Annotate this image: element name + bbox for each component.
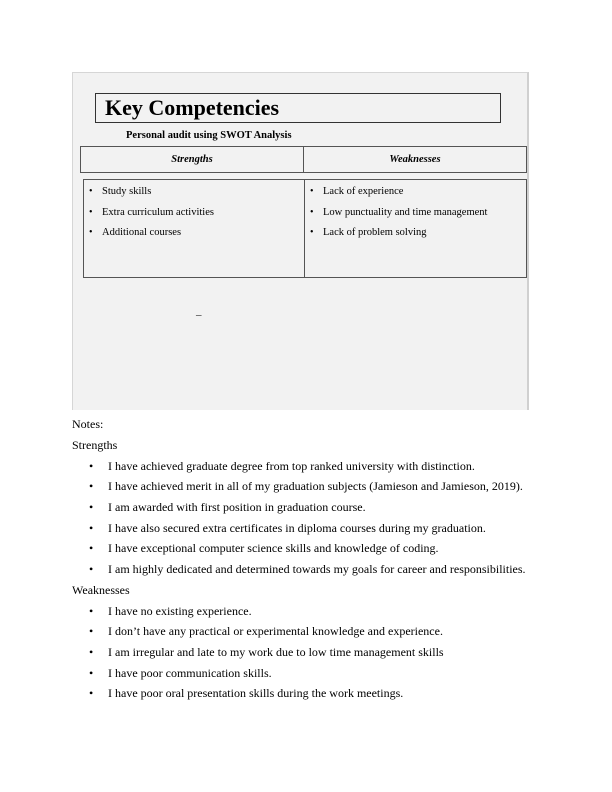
list-item [89, 521, 486, 535]
list-item [89, 604, 252, 618]
swot-body-table [83, 179, 527, 278]
weakness-item: • Low punctuality and time management [323, 206, 526, 219]
swot-header-row [80, 146, 527, 173]
list-item-text: I am highly dedicated and determined towards my goals for career and responsibilities. [108, 562, 526, 576]
list-item-text: I have exceptional computer science skills and knowledge of coding. [108, 541, 439, 555]
swot-slide-image [72, 72, 529, 410]
strength-item: • Study skills [102, 185, 304, 198]
notes-label: Notes: [72, 417, 104, 431]
weakness-item: • Lack of experience [323, 185, 526, 198]
bullet-icon: • [89, 521, 94, 535]
list-item-text: I have poor communication skills. [108, 666, 272, 680]
strength-item: • Additional courses [102, 226, 304, 239]
strengths-column [84, 180, 305, 277]
slide-title: Key Competencies [105, 95, 280, 120]
title-box [95, 93, 501, 123]
list-item-text: I have poor oral presentation skills during the work meetings. [108, 686, 404, 700]
list-item [89, 500, 366, 514]
list-item-text: I have achieved graduate degree from top ranked university with distinction. [108, 459, 475, 473]
bullet-icon: • [89, 624, 94, 638]
bullet-icon: • [89, 500, 94, 514]
list-item [89, 562, 526, 576]
list-item-text: I don’t have any practical or experimental knowledge and experience. [108, 624, 443, 638]
bullet-icon: • [89, 459, 94, 473]
strengths-header: Strengths [81, 147, 304, 172]
weaknesses-heading: Weaknesses [72, 583, 130, 597]
bullet-icon: • [89, 666, 94, 680]
list-item-text: I have achieved merit in all of my graduation subjects (Jamieson and Jamieson, 2019). [108, 479, 523, 493]
list-item [89, 666, 272, 680]
bullet-icon: • [89, 479, 94, 493]
list-item-text: I have no existing experience. [108, 604, 252, 618]
list-item [89, 541, 439, 555]
list-item-text: I am awarded with first position in graduation course. [108, 500, 366, 514]
bullet-icon: • [89, 686, 94, 700]
bullet-icon: • [89, 562, 94, 576]
list-item [89, 624, 443, 638]
list-item [89, 459, 475, 473]
strengths-heading: Strengths [72, 438, 118, 452]
stray-dash: – [196, 309, 202, 321]
list-item [89, 645, 444, 659]
strength-item: • Extra curriculum activities [102, 206, 304, 219]
bullet-icon: • [89, 645, 94, 659]
weaknesses-column [305, 180, 526, 277]
list-item [89, 479, 523, 493]
weaknesses-header: Weaknesses [389, 154, 441, 165]
list-item-text: I am irregular and late to my work due to low time management skills [108, 645, 444, 659]
list-item-text: I have also secured extra certificates in diploma courses during my graduation. [108, 521, 486, 535]
list-item [89, 686, 404, 700]
bullet-icon: • [89, 604, 94, 618]
bullet-icon: • [89, 541, 94, 555]
weakness-item: • Lack of problem solving [323, 226, 526, 239]
slide-subtitle: Personal audit using SWOT Analysis [126, 130, 292, 141]
